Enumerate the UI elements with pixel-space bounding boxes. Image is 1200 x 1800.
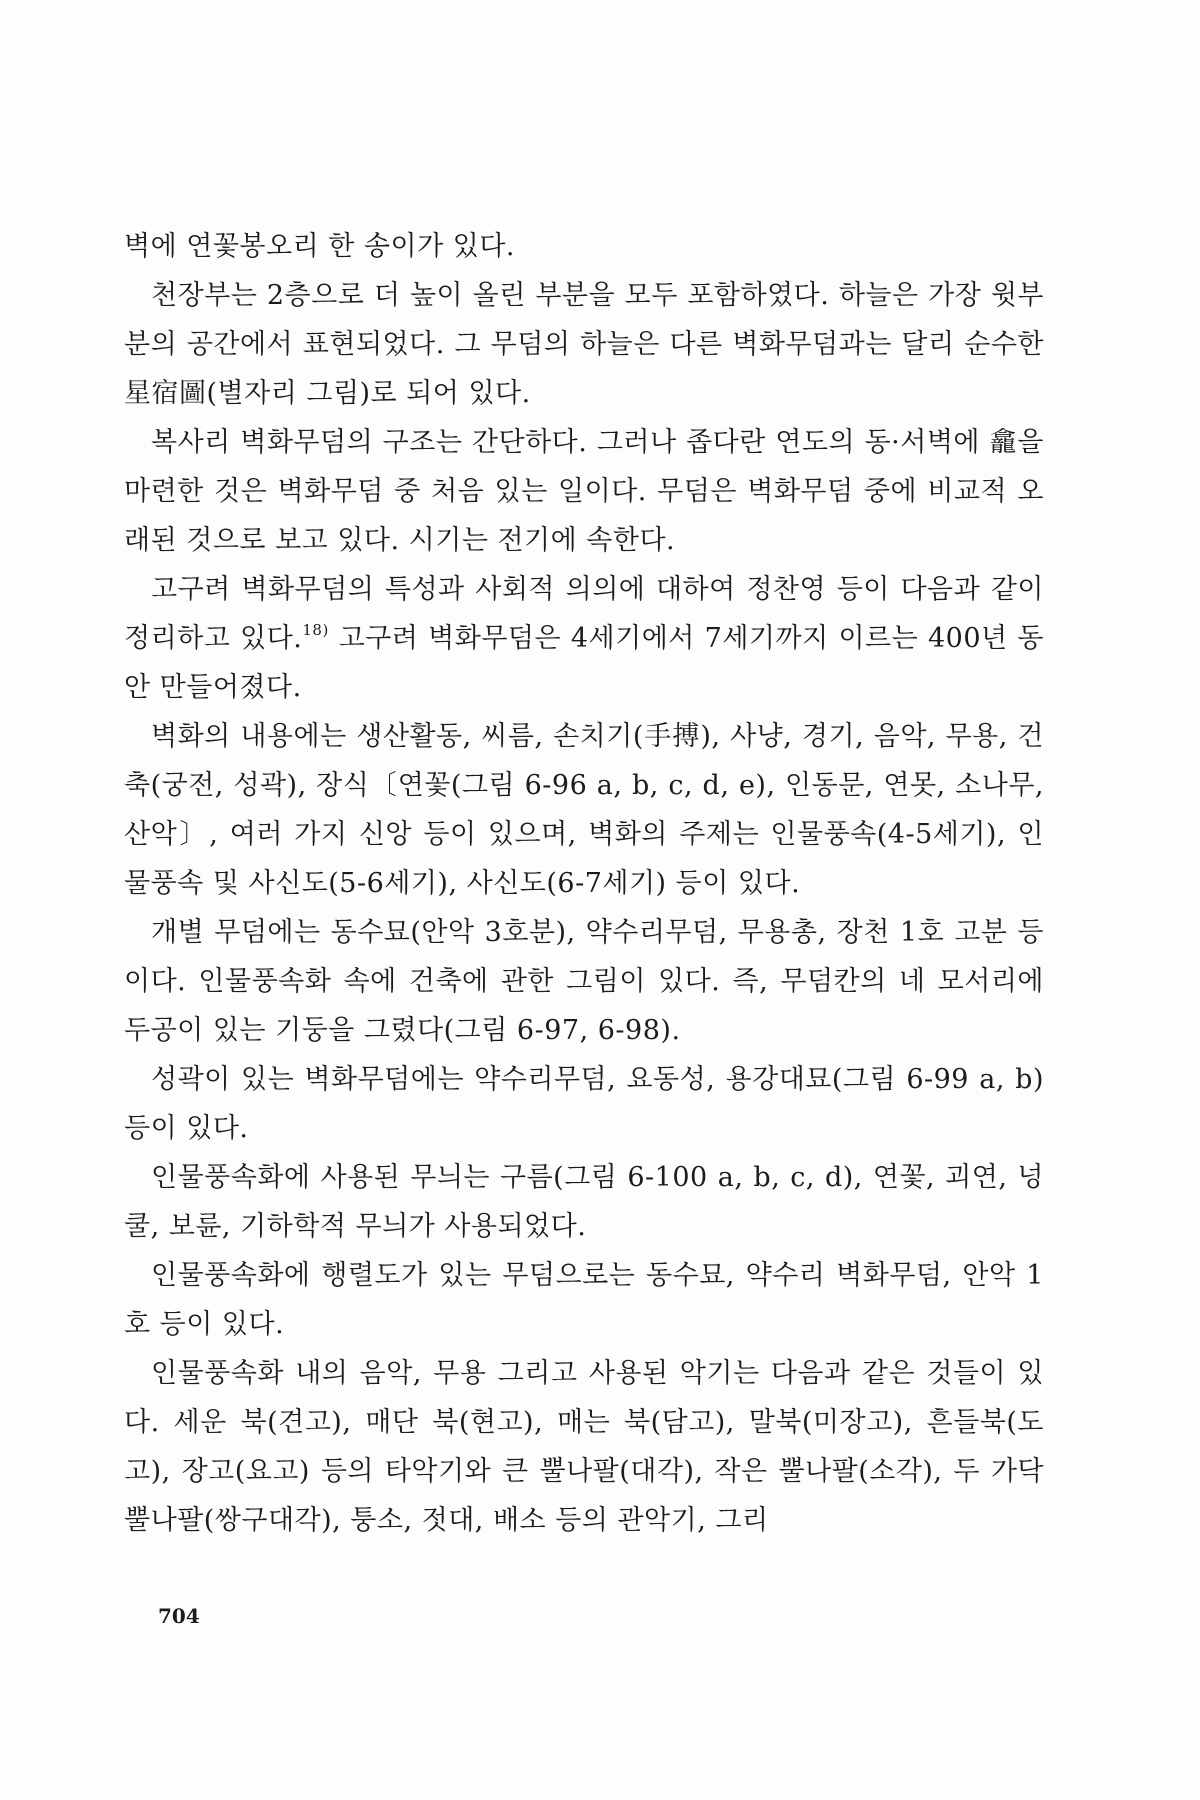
paragraph: 성곽이 있는 벽화무덤에는 약수리무덤, 요동성, 용강대묘(그림 6-99 a, b) 등이 있다.: [124, 1064, 1044, 1144]
footnote-marker: 18): [302, 621, 329, 639]
paragraph-text: 고구려 벽화무덤은 4세기에서 7세기까지 이르는 400년 동안 만들어졌다.: [124, 623, 1044, 703]
paragraph: 인물풍속화에 행렬도가 있는 무덤으로는 동수묘, 약수리 벽화무덤, 안악 1호 등이 있다.: [124, 1260, 1044, 1340]
paragraph-text: 고구려 벽화무덤의 특성과 사회적 의의에 대하여 정찬영 등이 다음과 같이 정리하고 있다.: [124, 574, 1044, 654]
page-number: 704: [158, 1604, 200, 1628]
paragraph: 개별 무덤에는 동수묘(안악 3호분), 약수리무덤, 무용총, 장천 1호 고분 등이다. 인물풍속화 속에 건축에 관한 그림이 있다. 즉, 무덤칸의 네 모서리에 두공이 있는 기둥을 그렸다(그림 6-97, 6-98).: [124, 917, 1044, 1046]
body-text: [124, 222, 1044, 1545]
paragraph: 인물풍속화에 사용된 무늬는 구름(그림 6-100 a, b, c, d), 연꽃, 괴연, 넝쿨, 보륜, 기하학적 무늬가 사용되었다.: [124, 1162, 1044, 1242]
paragraph: 인물풍속화 내의 음악, 무용 그리고 사용된 악기는 다음과 같은 것들이 있다. 세운 북(견고), 매단 북(현고), 매는 북(담고), 말북(미장고), 흔들북(도고), 장고(요고) 등의 타악기와 큰 뿔나팔(대각), 작은 뿔나팔(소각), 두 가닥 뿔나팔(쌍구대각), 퉁소, 젓대, 배소 등의 관악기, 그리: [124, 1358, 1044, 1536]
paragraph: 복사리 벽화무덤의 구조는 간단하다. 그러나 좁다란 연도의 동·서벽에 龕을 마련한 것은 벽화무덤 중 처음 있는 일이다. 무덤은 벽화무덤 중에 비교적 오래된 것으로 보고 있다. 시기는 전기에 속한다.: [124, 427, 1044, 556]
paragraph: 벽화의 내용에는 생산활동, 씨름, 손치기(手搏), 사냥, 경기, 음악, 무용, 건축(궁전, 성곽), 장식〔연꽃(그림 6-96 a, b, c, d, e), 인동문, 연못, 소나무, 산악〕, 여러 가지 신앙 등이 있으며, 벽화의 주제는 인물풍속(4-5세기), 인물풍속 및 사신도(5-6세기), 사신도(6-7세기) 등이 있다.: [124, 721, 1044, 899]
paragraph: [124, 565, 1044, 712]
paragraph: 벽에 연꽃봉오리 한 송이가 있다.: [124, 231, 515, 262]
paragraph: 천장부는 2층으로 더 높이 올린 부분을 모두 포함하였다. 하늘은 가장 윗부분의 공간에서 표현되었다. 그 무덤의 하늘은 다른 벽화무덤과는 달리 순수한 星宿圖(별자리 그림)로 되어 있다.: [124, 280, 1044, 409]
